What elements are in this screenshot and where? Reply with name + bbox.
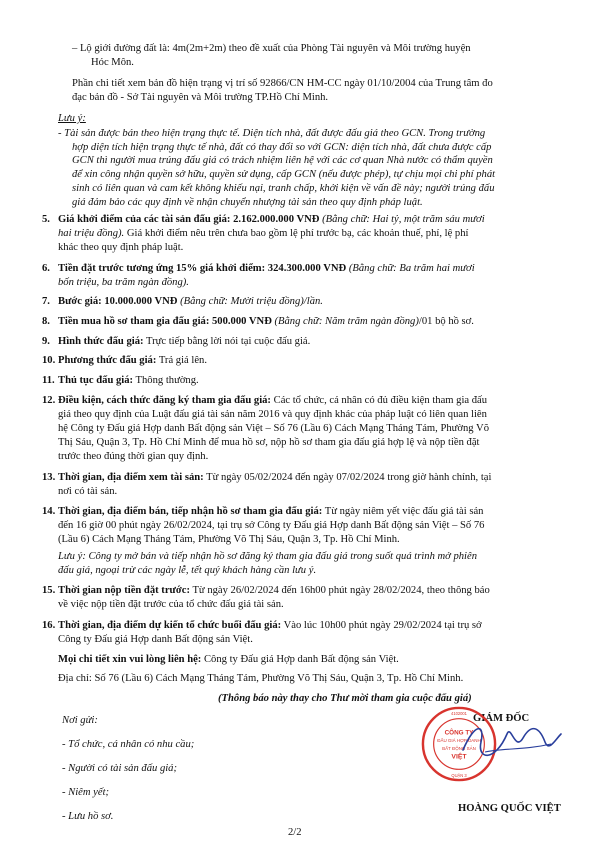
recipient-item: - Lưu hồ sơ.: [62, 811, 114, 822]
item-11-line: [58, 374, 199, 387]
item-number: 5.: [42, 214, 50, 225]
item-15-line2: về việc nộp tiền đặt trước của tổ chức đấu giá tài sản.: [58, 599, 284, 610]
item-14-line2: đến 16 giờ 00 phút ngày 26/02/2024, tại trụ sở Công ty Đấu giá Hợp danh Bất động sản Việt – Số 76: [58, 520, 485, 531]
item-12-line5: trước theo đúng thời gian quy định.: [58, 451, 209, 462]
item-14-line: [58, 505, 483, 518]
contact-label: Mọi chi tiết xin vui lòng liên hệ:: [58, 654, 202, 665]
note-line: giá đảm bảo các quy định về nhận chuyển nhượng tài sản theo quy định pháp luật.: [72, 197, 423, 208]
item-14-text: Từ ngày niêm yết việc đấu giá tài sản: [324, 506, 484, 517]
handwritten-signature: [455, 712, 565, 772]
item-12-line3: hệ Công ty Đấu giá Hợp danh Bất động sản Việt – Số 76 (Lầu 6) Cách Mạng Tháng Tám, Phường Võ: [58, 423, 489, 434]
recipients-title: Nơi gửi:: [62, 715, 98, 726]
note-title: Lưu ý:: [58, 113, 86, 124]
item-15-line: [58, 584, 490, 597]
item-5-text: Giá khởi điểm nêu trên chưa bao gồm lệ phí trước bạ, các khoản thuế, phí, lệ phí: [126, 228, 469, 239]
note-line: GCN thì người mua trúng đấu giá có trách nhiệm liên hệ với các cơ quan Nhà nước có thẩm quyền: [72, 155, 493, 166]
item-5-line2: [58, 227, 468, 240]
contact-address: Địa chỉ: Số 76 (Lầu 6) Cách Mạng Tháng Tám, Phường Võ Thị Sáu, Quận 3, Tp. Hồ Chí Minh.: [58, 673, 464, 684]
signer-position: GIÁM ĐỐC: [473, 713, 530, 724]
contact-company: Công ty Đấu giá Hợp danh Bất động sản Việt.: [203, 654, 399, 665]
map-detail-line: Phần chi tiết xem bản đồ hiện trạng vị trí số 92866/CN HM-CC ngày 01/10/2004 của Trung tâm đo: [72, 78, 493, 89]
item-12-text: Các tổ chức, cá nhân có đủ điều kiện tham gia đấu: [273, 395, 488, 406]
item-6-words: (Bằng chữ: Ba trăm hai mươi: [348, 263, 475, 274]
item-5-words: (Bằng chữ: Hai tỷ, một trăm sáu mươi: [322, 214, 485, 225]
item-6-label: Tiền đặt trước tương ứng 15% giá khởi điểm: 324.300.000 VNĐ: [58, 263, 347, 274]
item-13-text: Từ ngày 05/02/2024 đến ngày 07/02/2024 trong giờ hành chính, tại: [206, 472, 492, 483]
item-13-line: [58, 471, 491, 484]
item-10-text: Trả giá lên.: [158, 355, 207, 366]
item-12-line4: Thị Sáu, Quận 3, Tp. Hồ Chí Minh để mua hồ sơ, nộp hồ sơ tham gia đấu giá hợp lệ và nộp tiền đặt: [58, 437, 480, 448]
item-15-text: Từ ngày 26/02/2024 đến 16h00 phút ngày 28/02/2024, theo thông báo: [192, 585, 490, 596]
item-11-label: Thủ tục đấu giá:: [58, 375, 134, 386]
item-8-words: (Bằng chữ: Năm trăm ngàn đồng): [274, 316, 419, 327]
item-number: 9.: [42, 336, 50, 347]
contact-line: [58, 653, 399, 666]
item-number: 11.: [42, 375, 55, 386]
item-11-text: Thông thường.: [135, 375, 199, 386]
page-number: 2/2: [288, 827, 302, 838]
item-15-label: Thời gian nộp tiền đặt trước:: [58, 585, 190, 596]
note-line: sinh có liên quan và cam kết không khiếu nại, tranh chấp, khởi kiện về vấn đề này; người trúng đấu: [72, 183, 495, 194]
item-number: 13.: [42, 472, 56, 483]
item-14-line3: (Lầu 6) Cách Mạng Tháng Tám, Phường Võ Thị Sáu, Quận 3, Tp. Hồ Chí Minh.: [58, 534, 400, 545]
item-8-tail: /01 bộ hồ sơ.: [418, 316, 474, 327]
item-number: 10.: [42, 355, 56, 366]
item-8-label: Tiền mua hồ sơ tham gia đấu giá: 500.000 VNĐ: [58, 316, 272, 327]
item-number: 16.: [42, 620, 56, 631]
item-12-label: Điều kiện, cách thức đăng ký tham gia đấu giá:: [58, 395, 271, 406]
item-5-words-cont: hai triệu đồng).: [58, 228, 125, 239]
svg-text:CÔNG TY: CÔNG TY: [444, 729, 474, 737]
item-16-label: Thời gian, địa điểm dự kiến tổ chức buổi đấu giá:: [58, 620, 282, 631]
item-7-label: Bước giá: 10.000.000 VNĐ: [58, 296, 178, 307]
signer-name: HOÀNG QUỐC VIỆT: [458, 803, 561, 814]
recipient-item: - Tổ chức, cá nhân có nhu cầu;: [62, 739, 195, 750]
item-14-label: Thời gian, địa điểm bán, tiếp nhận hồ sơ tham gia đấu giá:: [58, 506, 323, 517]
note-line: - Tài sản được bán theo hiện trạng thực tế. Diện tích nhà, đất được đấu giá theo GCN. Trong trường: [58, 128, 486, 139]
svg-text:VIỆT: VIỆT: [451, 753, 467, 761]
map-detail-line-cont: đạc bản đồ - Sở Tài nguyên và Môi trường TP.Hồ Chí Minh.: [72, 92, 329, 103]
item-number: 8.: [42, 316, 50, 327]
recipient-item: - Niêm yết;: [62, 787, 110, 798]
item-13-line2: nơi có tài sản.: [58, 486, 118, 497]
note-line: để xin công nhận quyền sở hữu, quyền sử dụng, cấp GCN (nếu được phép), tự chịu mọi chi phí phát: [72, 169, 496, 180]
item-8-line: [58, 315, 474, 328]
svg-text:QUẬN 3: QUẬN 3: [451, 773, 467, 779]
item-5-line3: khác theo quy định pháp luật.: [58, 242, 184, 253]
boundary-line: – Lộ giới đường đất là: 4m(2m+2m) theo đề xuất của Phòng Tài nguyên và Môi trường huyện: [72, 43, 471, 54]
item-12-line: [58, 394, 487, 407]
item-number: 7.: [42, 296, 50, 307]
item-9-text: Trực tiếp bằng lời nói tại cuộc đấu giá.: [146, 336, 311, 347]
item-number: 15.: [42, 585, 56, 596]
item-5-line: [58, 213, 485, 226]
item-16-line2: Công ty Đấu giá Hợp danh Bất động sản Việt.: [58, 634, 253, 645]
item-5-label: Giá khởi điểm của các tài sản đấu giá: 2.162.000.000 VNĐ: [58, 214, 320, 225]
item-7-words: (Bằng chữ: Mười triệu đồng)/lần.: [180, 296, 323, 307]
item-number: 12.: [42, 395, 56, 406]
item-6-line2: bốn triệu, ba trăm ngàn đồng).: [58, 277, 189, 288]
item-number: 6.: [42, 263, 50, 274]
recipient-item: - Người có tài sản đấu giá;: [62, 763, 178, 774]
item-number: 14.: [42, 506, 56, 517]
item-7-line: [58, 295, 323, 308]
svg-text:ĐẤU GIÁ HỢP DANH: ĐẤU GIÁ HỢP DANH: [437, 738, 481, 744]
replace-note: (Thông báo này thay cho Thư mời tham gia cuộc đấu giá): [218, 693, 472, 704]
item-6-line: [58, 262, 475, 275]
item-10-line: [58, 354, 207, 367]
note-line: hợp diện tích hiện trạng thực tế nhà, đất có thay đổi so với GCN: diện tích nhà, đất chưa được cấp: [72, 142, 492, 153]
item-10-label: Phương thức đấu giá:: [58, 355, 157, 366]
item-9-line: [58, 335, 310, 348]
svg-text:BẤT ĐỘNG SẢN: BẤT ĐỘNG SẢN: [442, 745, 476, 751]
item-14-note: Lưu ý: Công ty mở bán và tiếp nhận hồ sơ đăng ký tham gia đấu giá trong suốt quá trình mở phiên: [58, 551, 478, 562]
item-16-text: Vào lúc 10h00 phút ngày 29/02/2024 tại trụ sở: [283, 620, 482, 631]
item-9-label: Hình thức đấu giá:: [58, 336, 144, 347]
item-12-line2: giá theo quy định của Luật đấu giá tài sản năm 2016 và quy định khác của pháp luật có liên quan liên: [58, 409, 487, 420]
item-16-line: [58, 619, 482, 632]
item-13-label: Thời gian, địa điểm xem tài sản:: [58, 472, 204, 483]
svg-text:4102001: 4102001: [451, 710, 467, 716]
boundary-line-cont: Hóc Môn.: [91, 57, 134, 68]
item-14-note-cont: đấu giá, ngoại trừ các ngày lễ, tết quý khách hàng cần lưu ý.: [58, 565, 317, 576]
